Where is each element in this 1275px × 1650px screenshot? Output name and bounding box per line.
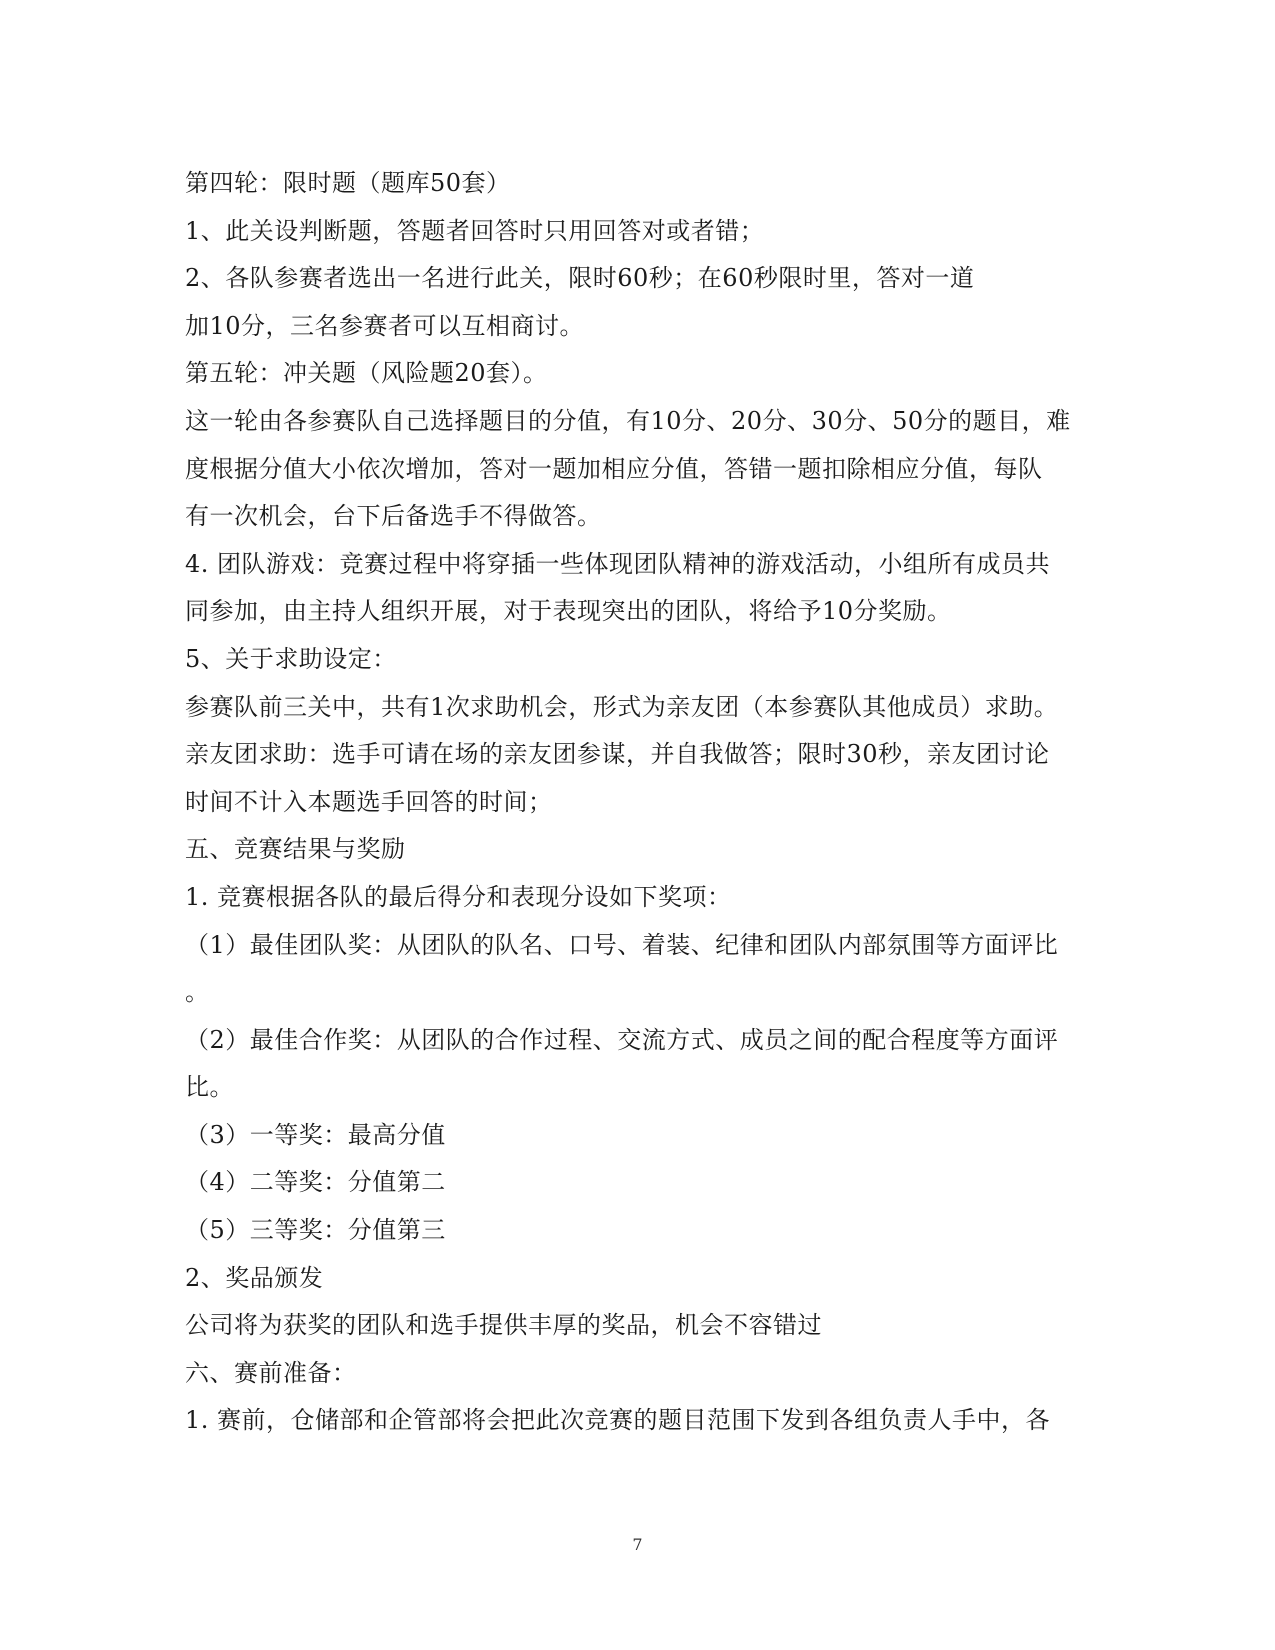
paragraph-line: 1. 竞赛根据各队的最后得分和表现分设如下奖项： — [185, 882, 732, 911]
paragraph-line: 公司将为获奖的团队和选手提供丰厚的奖品，机会不容错过 — [185, 1311, 822, 1340]
paragraph-line: 比。 — [185, 1073, 234, 1102]
paragraph-line: 参赛队前三关中，共有1次求助机会，形式为亲友团（本参赛队其他成员）求助。 — [185, 692, 1059, 721]
paragraph-line: 亲友团求助：选手可请在场的亲友团参谋，并自我做答；限时30秒，亲友团讨论 — [185, 740, 1050, 769]
paragraph-line: 时间不计入本题选手回答的时间； — [185, 787, 553, 816]
page-number: 7 — [632, 1535, 643, 1554]
section-heading: 五、竞赛结果与奖励 — [185, 835, 406, 864]
paragraph-line: （3）一等奖：最高分值 — [185, 1120, 446, 1149]
paragraph-line: 2、各队参赛者选出一名进行此关，限时60秒；在60秒限时里，答对一道 — [185, 264, 975, 293]
paragraph-line: 2、奖品颁发 — [185, 1263, 324, 1292]
paragraph-line: 这一轮由各参赛队自己选择题目的分值，有10分、20分、30分、50分的题目，难 — [185, 406, 1071, 435]
paragraph-line: （1）最佳团队奖：从团队的队名、口号、着装、纪律和团队内部氛围等方面评比 — [185, 930, 1059, 959]
paragraph-line: 4. 团队游戏：竞赛过程中将穿插一些体现团队精神的游戏活动，小组所有成员共 — [185, 549, 1051, 578]
paragraph-line: 有一次机会，台下后备选手不得做答。 — [185, 502, 602, 531]
paragraph-line: 5、关于求助设定： — [185, 644, 397, 673]
paragraph-line: 1. 赛前，仓储部和企管部将会把此次竞赛的题目范围下发到各组负责人手中，各 — [185, 1406, 1051, 1435]
paragraph-line: 1、此关设判断题，答题者回答时只用回答对或者错； — [185, 216, 765, 245]
section-heading: 六、赛前准备： — [185, 1358, 357, 1387]
paragraph-line: 加10分，三名参赛者可以互相商讨。 — [185, 311, 585, 340]
paragraph-line: 第五轮：冲关题（风险题20套）。 — [185, 359, 548, 388]
paragraph-line: 度根据分值大小依次增加，答对一题加相应分值，答错一题扣除相应分值，每队 — [185, 454, 1043, 483]
paragraph-line: （5）三等奖：分值第三 — [185, 1216, 446, 1245]
paragraph-line: 同参加，由主持人组织开展，对于表现突出的团队，将给予10分奖励。 — [185, 597, 952, 626]
paragraph-line: （2）最佳合作奖：从团队的合作过程、交流方式、成员之间的配合程度等方面评 — [185, 1025, 1059, 1054]
paragraph-line: （4）二等奖：分值第二 — [185, 1168, 446, 1197]
paragraph-line: 第四轮：限时题（题库50套） — [185, 169, 511, 197]
paragraph-line: 。 — [185, 978, 210, 1007]
document-body — [185, 160, 1085, 1445]
